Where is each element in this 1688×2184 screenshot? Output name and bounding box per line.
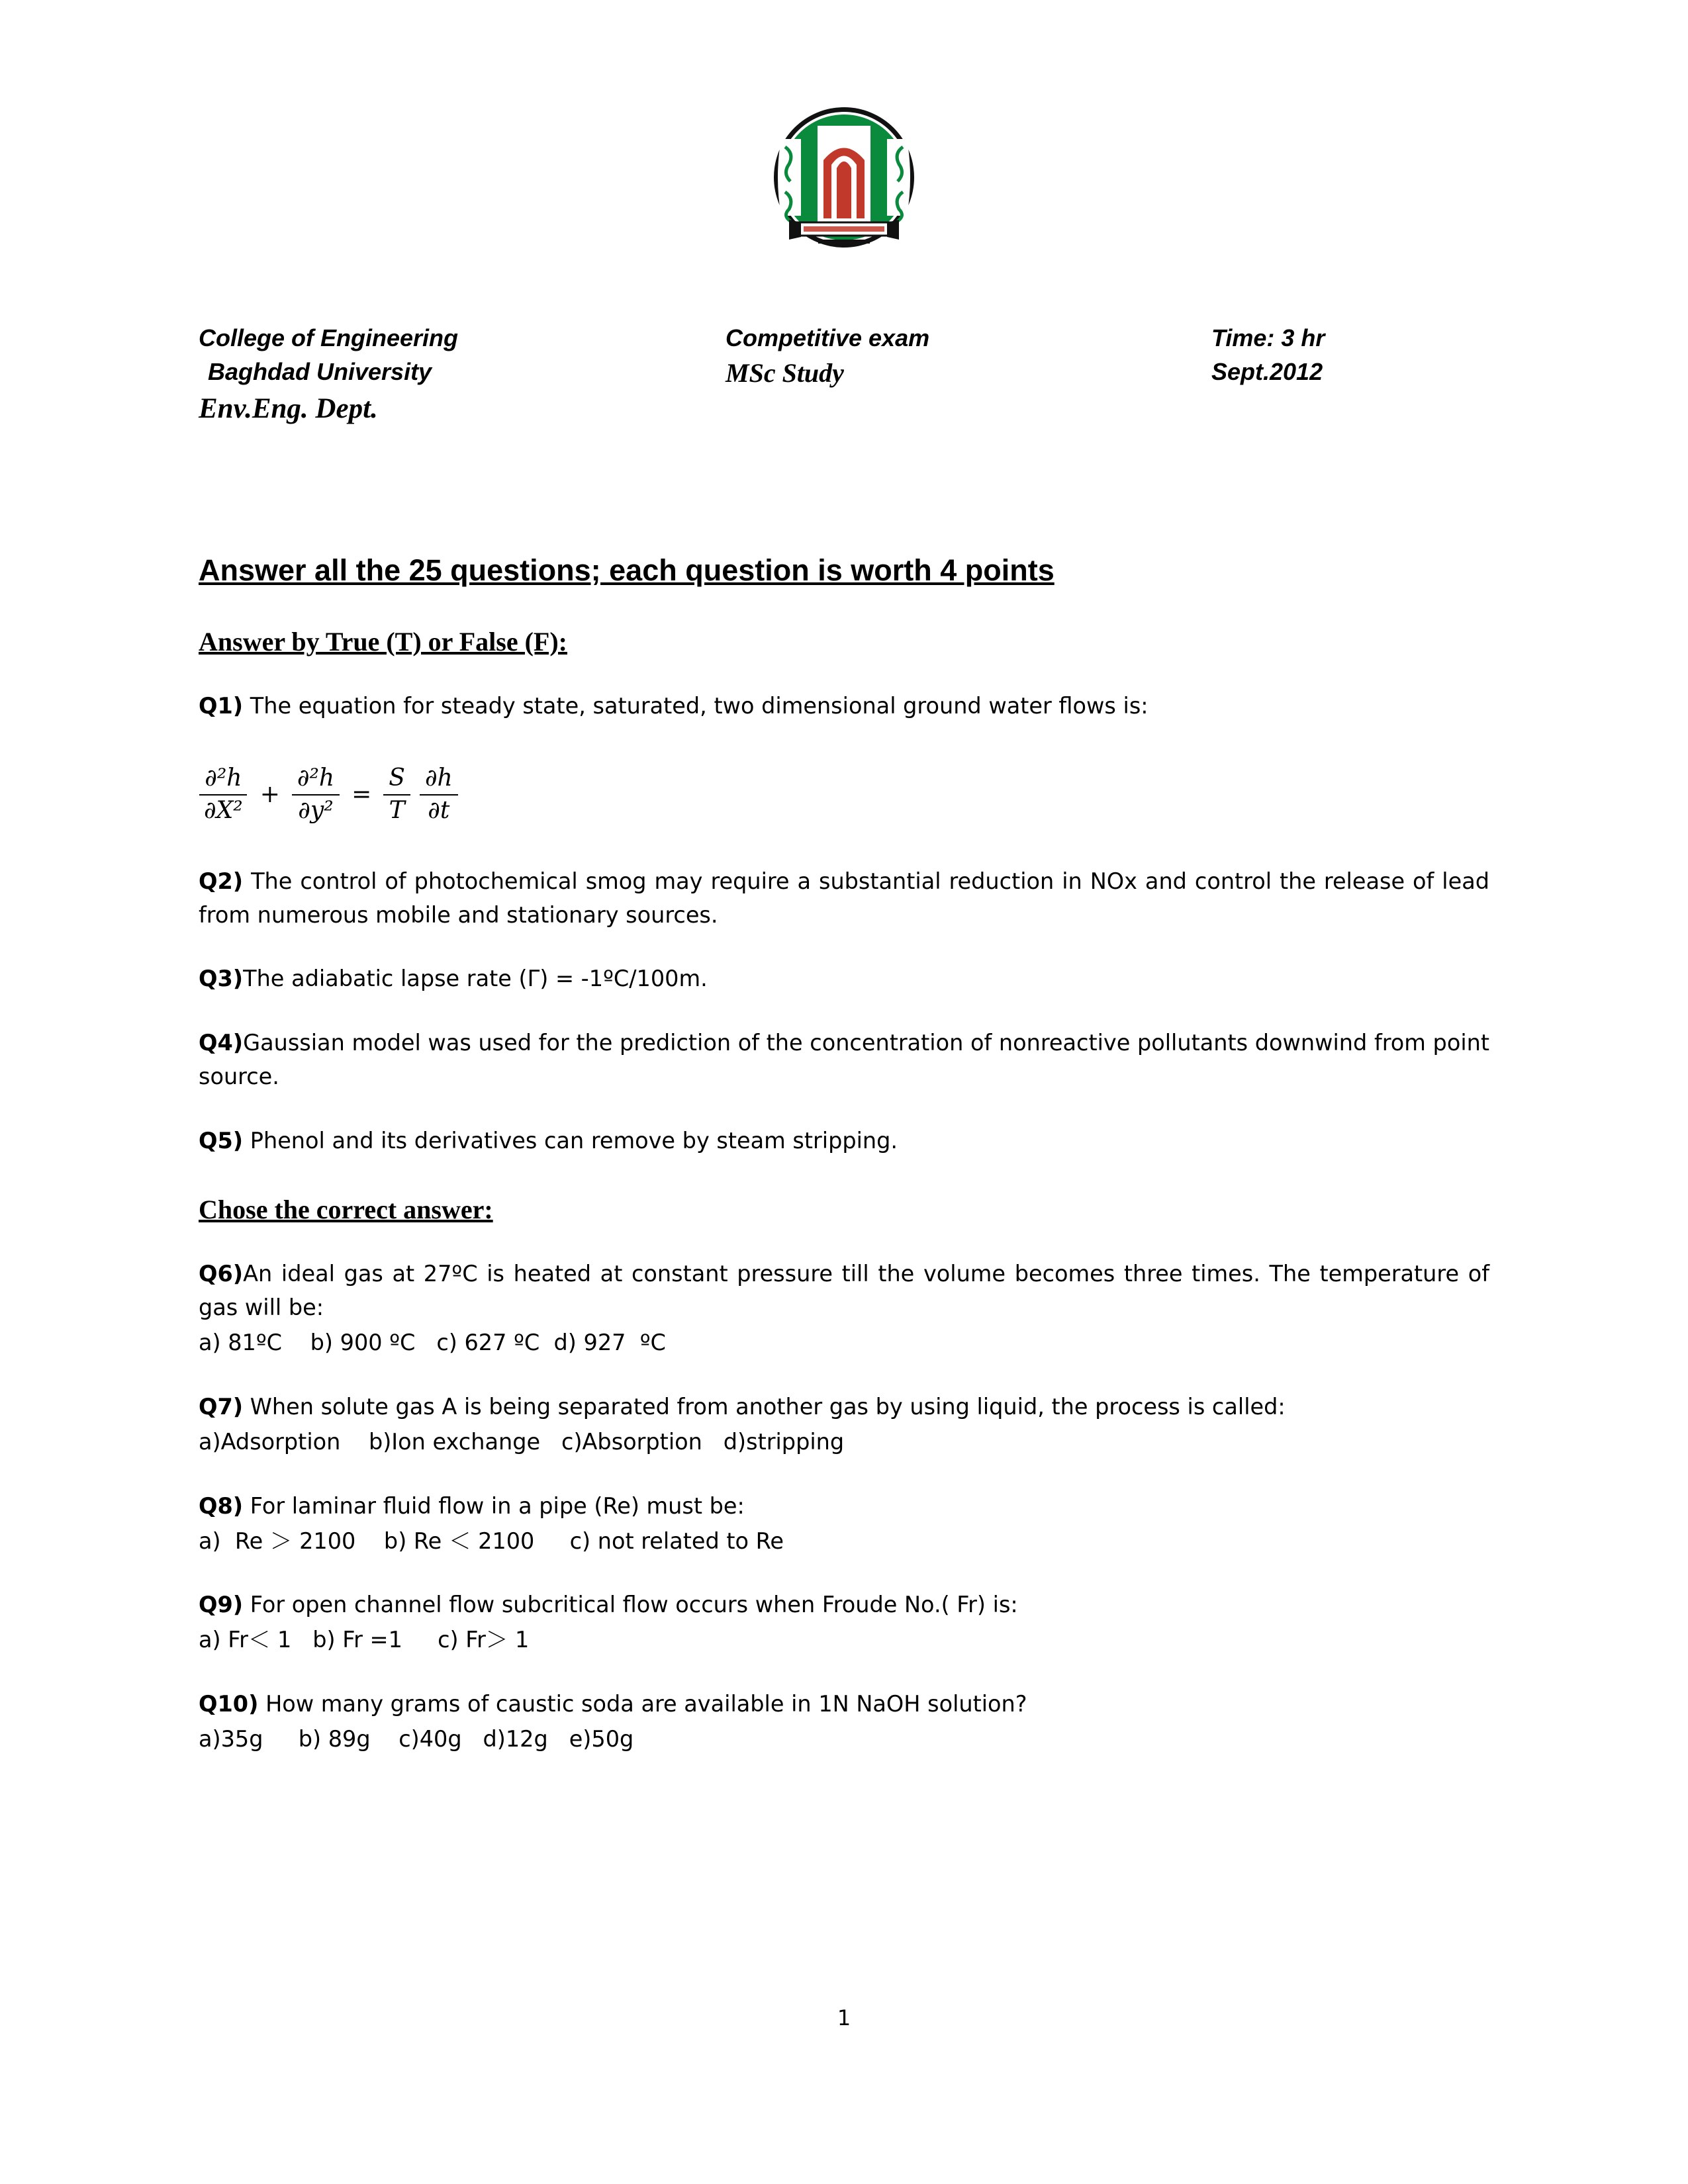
question-q1 [199,690,1489,723]
equation-term-3: $\frac{S}{T}$ [383,765,410,824]
question-q8 [199,1490,1489,1559]
section-title-choose-answer: Chose the correct answer: [199,1195,493,1225]
question-number: Q2) [199,868,244,894]
question-number: Q8) [199,1492,244,1519]
equation-term-4: $\frac{\partial h}{\partial t}$ [420,765,458,824]
question-q10 [199,1688,1489,1756]
question-q3 [199,962,1489,996]
question-number: Q6) [199,1261,244,1287]
equation-term-1: $\frac{\text{∂²h}}{\text{∂X²}}$ [199,765,248,824]
question-text: The adiabatic lapse rate (Γ) = -1ºC/100m. [243,966,708,992]
question-text: When solute gas A is being separated from another gas by using liquid, the process is called: [243,1393,1286,1420]
question-q2 [199,865,1489,933]
question-q9 [199,1588,1489,1657]
page-number: 1 [837,2005,851,2030]
question-text: Gaussian model was used for the prediction of the concentration of nonreactive pollutants downwind from point source. [199,1030,1489,1090]
college-name: College of Engineering [199,324,459,351]
study-level: MSc Study [726,358,844,388]
question-options: a)Adsorption b)Ion exchange c)Absorption d)stripping [199,1428,845,1455]
equation-plus-operator: + [259,781,280,809]
logo-container [199,99,1489,275]
question-number: Q1) [199,692,244,719]
question-number: Q3) [199,966,244,992]
question-q5 [199,1124,1489,1158]
page-title: Answer all the 25 questions; each question is worth 4 points [199,553,1055,588]
equation-equals-operator: = [352,781,372,809]
question-text: The equation for steady state, saturated, two dimensional ground water flows is: [243,692,1149,719]
exam-type: Competitive exam [726,324,930,351]
question-q7 [199,1390,1489,1459]
department-name: Env.Eng. Dept. [199,393,378,425]
question-options: a) 81ºC b) 900 ºC c) 627 ºC d) 927 ºC [199,1329,666,1355]
question-text: The control of photochemical smog may require a substantial reduction in NOx and control the release of lead from numerous mobile and stationary sources. [199,868,1489,928]
question-text: For open channel flow subcritical flow occurs when Froude No.( Fr) is: [243,1592,1018,1618]
baghdad-university-emblem-icon [755,99,933,275]
exam-date: Sept.2012 [1211,358,1323,386]
university-name: Baghdad University [208,358,432,386]
question-q4 [199,1026,1489,1094]
page-content [199,99,1489,1756]
groundwater-flow-equation [199,755,1489,835]
exam-duration: Time: 3 hr [1211,324,1325,351]
question-number: Q5) [199,1128,244,1154]
question-number: Q9) [199,1592,244,1618]
question-number: Q7) [199,1393,244,1420]
question-q6 [199,1257,1489,1360]
equation-term-2: $\frac{\text{∂²h}}{\text{∂y²}}$ [292,765,340,824]
question-text: An ideal gas at 27ºC is heated at constant pressure till the volume becomes three times. The temperature of gas will be: [199,1261,1489,1321]
question-number: Q4) [199,1030,244,1056]
question-text: Phenol and its derivatives can remove by steam stripping. [243,1128,898,1154]
question-options: a) Fr＜ 1 b) Fr =1 c) Fr＞ 1 [199,1627,530,1653]
section-title-true-false: Answer by True (T) or False (F): [199,626,567,657]
question-text: How many grams of caustic soda are available in 1N NaOH solution? [258,1691,1027,1717]
question-text: For laminar fluid flow in a pipe (Re) must be: [243,1492,745,1519]
question-options: a) Re ＞ 2100 b) Re ＜ 2100 c) not related to Re [199,1527,784,1554]
question-number: Q10) [199,1691,259,1717]
question-options: a)35g b) 89g c)40g d)12g e)50g [199,1726,634,1752]
exam-header [199,321,1489,429]
